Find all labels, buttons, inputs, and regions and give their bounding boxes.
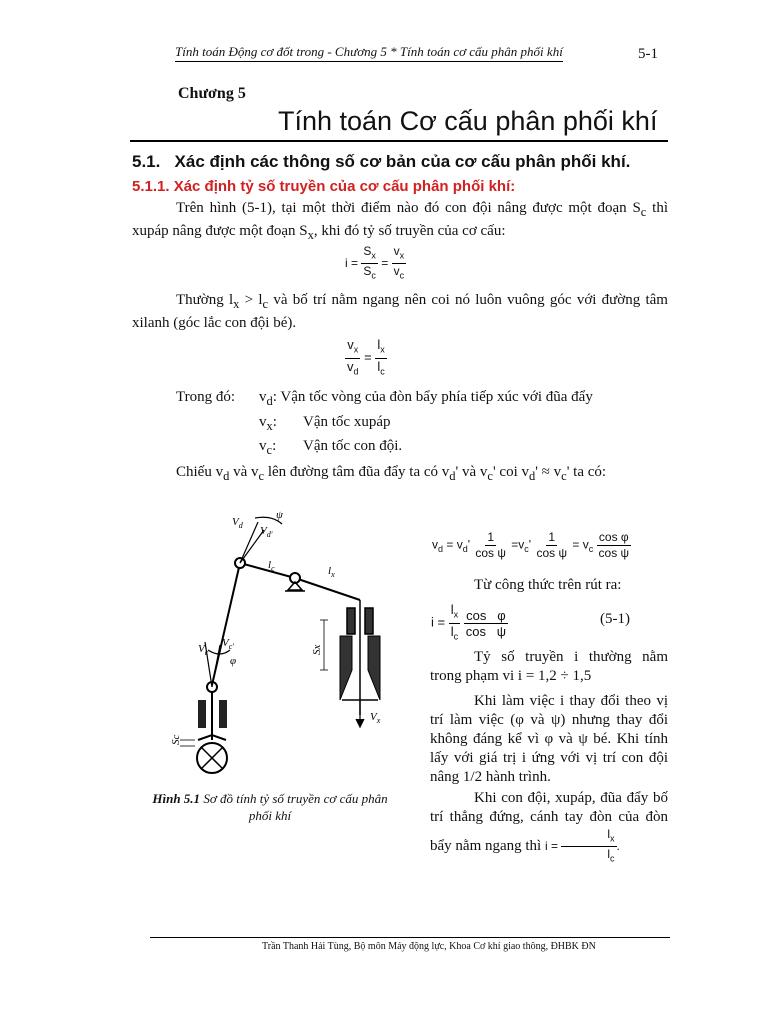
section-5-1-1-heading: 5.1.1. Xác định tỷ số truyền của cơ cấu phân phối khí: xyxy=(132,178,516,195)
right-para-2: Tỷ số truyền i thường nằm trong phạm vi i = 1,2 ÷ 1,5 xyxy=(430,649,668,684)
equation-3: $v_d = v_d'$ $\frac{1}{\text{cos ψ}}$ $=v_c'$ $\frac{1}{\text{cos ψ}}$ = $v_c$ $\frac{\text{cos φ}}{\text{cos ψ}}$ xyxy=(432,530,630,560)
label-sx: Sx xyxy=(311,644,323,655)
footer-rule xyxy=(150,937,670,938)
right-para-4: Khi con đội, xupáp, đũa đẩy bố trí thẳng đứng, cánh tay đòn của đòn bẩy nằm ngang thì i = $\frac{l_x}{l_c}$ . xyxy=(430,790,668,864)
chapter-title: Tính toán Cơ cấu phân phối khí xyxy=(278,106,658,136)
where-item-vx-text: Vận tốc xupáp xyxy=(303,414,391,430)
label-lc: $l_c$ xyxy=(268,559,275,573)
paragraph-3: Chiếu $v_d$ và $v_c$ lên đường tâm đũa đẩy ta có $v_d'$ và $v_c'$ coi $v_d' \approx v_c'$ ta có: xyxy=(176,464,607,483)
footer-text: Trần Thanh Hải Tùng, Bộ môn Máy động lực, Khoa Cơ khí giao thông, ĐHBK ĐN xyxy=(262,941,596,952)
equation-1: i = $\frac{S_x}{S_c}$ = $\frac{v_x}{v_c}$ xyxy=(345,244,405,281)
label-vc: $V_c$ xyxy=(198,643,209,657)
mechanism-diagram xyxy=(160,500,400,785)
label-lx: $l_x$ xyxy=(328,565,335,579)
where-item-vc: $v_c$: xyxy=(259,438,277,457)
paragraph-2: Thường $l_x > l_c$ và bố trí nằm ngang nên coi nó luôn vuông góc với đường tâm xilanh (góc lắc con đội bé). xyxy=(132,292,668,331)
where-item-vx: $v_x$: xyxy=(259,414,277,433)
right-para-3: Khi làm việc i thay đổi theo vị trí làm việc (φ và ψ) nhưng thay đổi không đáng kể vì φ và ψ bé. Khi tính lấy với giá trị i ứng với vị trí con đội nâng 1/2 hành trình. xyxy=(430,693,668,785)
section-5-1-heading: 5.1. Xác định các thông số cơ bản của cơ cấu phân phối khí. xyxy=(132,152,631,171)
title-rule xyxy=(130,140,668,142)
label-vx: $V_x$ xyxy=(370,711,381,725)
where-item-vd: $v_d$: Vận tốc vòng của đòn bẩy phía tiếp xúc với đũa đẩy xyxy=(259,389,593,408)
right-para-1: Từ công thức trên rút ra: xyxy=(474,577,622,593)
where-item-vc-text: Vận tốc con đội. xyxy=(303,438,403,454)
label-phi: φ xyxy=(230,655,237,667)
paragraph-1: Trên hình (5-1), tại một thời điểm nào đó con đội nâng được một đoạn $S_c$ thì xupáp nâng được một đoạn $S_x$, khi đó tỷ số truyền của cơ cấu: xyxy=(132,200,668,242)
label-vc-prime: $V_{c'}$ xyxy=(222,637,234,651)
equation-4: i = $\frac{l_x}{l_c}$ $\frac{\text{cos φ}}{\text{cos ψ}}$ xyxy=(431,602,507,642)
figure-caption: Hình 5.1 Sơ đồ tính tỷ số truyền cơ cấu phân phối khí xyxy=(152,791,388,823)
equation-4-ref: (5-1) xyxy=(600,611,630,627)
label-vd-prime: $V_{d'}$ xyxy=(260,525,273,539)
equation-2: $\frac{v_x}{v_d}$ = $\frac{l_x}{l_c}$ xyxy=(347,337,385,377)
label-vd: $V_d$ xyxy=(232,516,243,530)
label-psi: ψ xyxy=(276,509,283,521)
where-label: Trong đó: xyxy=(176,389,236,405)
chapter-label: Chương 5 xyxy=(178,85,246,102)
page-number: 5-1 xyxy=(638,46,658,62)
label-sc: Sc xyxy=(170,734,182,745)
running-header: Tính toán Động cơ đốt trong - Chương 5 * Tính toán cơ cấu phân phối khí xyxy=(175,44,563,62)
